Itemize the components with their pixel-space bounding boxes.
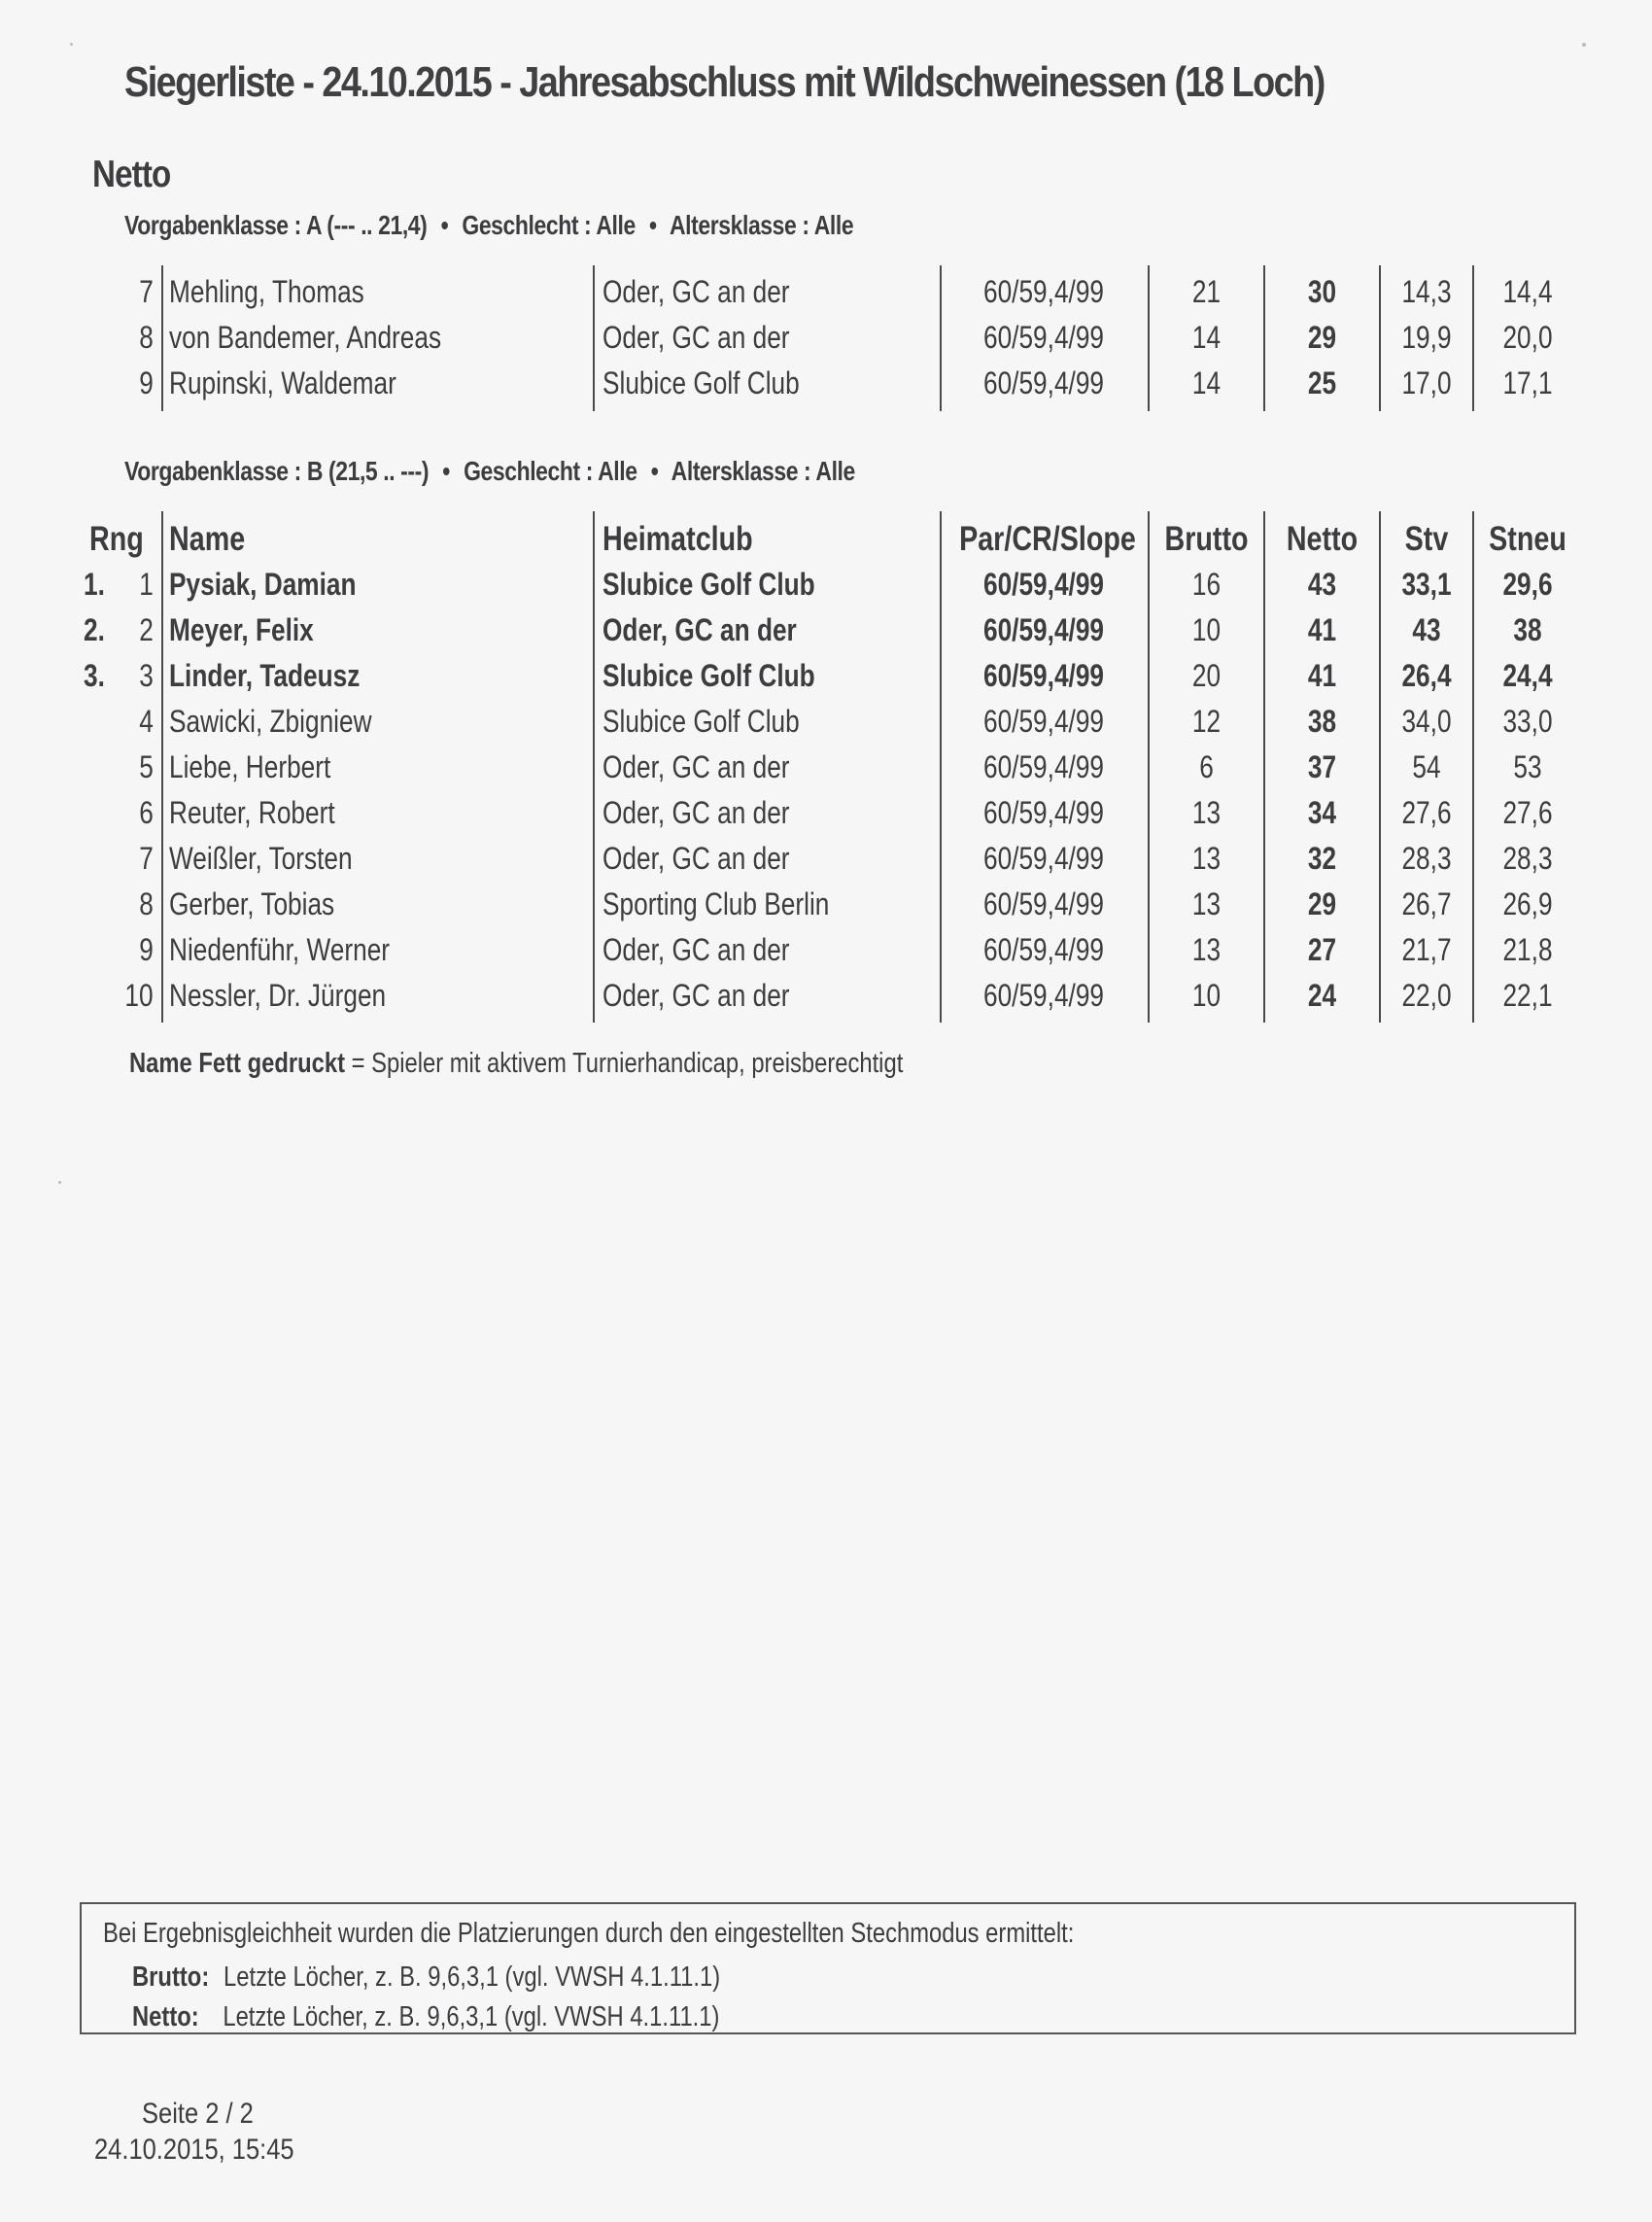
netto-cell: 41 bbox=[1307, 612, 1337, 647]
table-row bbox=[0, 608, 1652, 653]
column-divider bbox=[593, 265, 595, 411]
tiebreak-netto-label: Netto: bbox=[132, 2001, 199, 2032]
column-divider bbox=[161, 265, 163, 411]
column-header-stneu: Stneu bbox=[1489, 520, 1566, 558]
netto-cell: 38 bbox=[1307, 704, 1337, 739]
column-header-club: Heimatclub bbox=[602, 520, 753, 558]
club-cell: Sporting Club Berlin bbox=[602, 886, 830, 921]
club-cell: Oder, GC an der bbox=[602, 320, 790, 355]
table-row bbox=[0, 927, 1652, 973]
bullet-separator: • bbox=[650, 456, 659, 486]
netto-cell: 41 bbox=[1307, 658, 1337, 693]
rank-cell: 8 bbox=[139, 886, 154, 921]
name-cell: Linder, Tadeusz bbox=[169, 658, 361, 693]
rank-cell: 3 bbox=[139, 658, 154, 693]
stv-cell: 27,6 bbox=[1401, 795, 1452, 830]
column-header-stv: Stv bbox=[1404, 520, 1449, 558]
brutto-cell: 14 bbox=[1191, 365, 1222, 400]
column-divider bbox=[1263, 511, 1265, 1023]
stv-cell: 26,4 bbox=[1401, 658, 1452, 693]
brutto-cell: 12 bbox=[1191, 704, 1222, 739]
club-cell: Oder, GC an der bbox=[602, 612, 797, 647]
rank-cell: 8 bbox=[139, 320, 154, 355]
alters-value: Alle bbox=[813, 210, 854, 240]
stneu-cell: 14,4 bbox=[1502, 274, 1553, 309]
column-divider bbox=[1472, 265, 1474, 411]
place-cell bbox=[84, 882, 116, 927]
vorgabe-label: Vorgabenklasse : bbox=[124, 210, 301, 240]
stv-cell: 28,3 bbox=[1401, 841, 1452, 876]
table-row bbox=[0, 269, 1652, 315]
table-header-row bbox=[0, 516, 1652, 562]
place-cell bbox=[84, 836, 116, 882]
rank-cell: 6 bbox=[139, 795, 154, 830]
class-b-table bbox=[0, 516, 1652, 1019]
vorgabe-value: B (21,5 .. ---) bbox=[306, 456, 430, 486]
club-cell: Oder, GC an der bbox=[602, 795, 790, 830]
page-number: Seite 2 / 2 bbox=[142, 2098, 254, 2130]
column-divider bbox=[161, 511, 163, 1023]
name-cell: Liebe, Herbert bbox=[169, 749, 331, 784]
name-cell: Gerber, Tobias bbox=[169, 886, 335, 921]
rank-cell: 1 bbox=[139, 567, 154, 602]
brutto-cell: 13 bbox=[1191, 841, 1222, 876]
print-timestamp: 24.10.2015, 15:45 bbox=[94, 2134, 294, 2166]
place-cell bbox=[84, 745, 116, 790]
stv-cell: 19,9 bbox=[1401, 320, 1452, 355]
column-divider bbox=[1379, 511, 1381, 1023]
brutto-cell: 13 bbox=[1191, 932, 1222, 967]
column-divider bbox=[1263, 265, 1265, 411]
column-divider bbox=[1148, 265, 1150, 411]
bold-name-legend bbox=[129, 1048, 903, 1080]
place-cell bbox=[84, 699, 116, 745]
club-cell: Oder, GC an der bbox=[602, 978, 790, 1013]
name-cell: Weißler, Torsten bbox=[169, 841, 353, 876]
geschlecht-value: Alle bbox=[598, 456, 637, 486]
column-divider bbox=[1148, 511, 1150, 1023]
bullet-separator: • bbox=[649, 210, 657, 240]
tiebreak-box bbox=[80, 1902, 1576, 2034]
scan-speck bbox=[58, 1181, 61, 1184]
table-row bbox=[0, 699, 1652, 745]
par-cell: 60/59,4/99 bbox=[982, 749, 1105, 784]
table-row bbox=[0, 882, 1652, 927]
netto-cell: 34 bbox=[1307, 795, 1337, 830]
stneu-cell: 53 bbox=[1513, 749, 1542, 784]
class-b-header bbox=[124, 456, 855, 487]
place-cell bbox=[84, 361, 116, 406]
name-cell: Sawicki, Zbigniew bbox=[169, 704, 372, 739]
netto-cell: 24 bbox=[1307, 978, 1337, 1013]
column-divider bbox=[940, 265, 942, 411]
club-cell: Oder, GC an der bbox=[602, 932, 790, 967]
column-header-brutto: Brutto bbox=[1164, 520, 1249, 558]
tiebreak-brutto-text: Letzte Löcher, z. B. 9,6,3,1 (vgl. VWSH 4.1.11.1) bbox=[224, 1962, 721, 1993]
bullet-separator: • bbox=[442, 456, 450, 486]
brutto-cell: 10 bbox=[1191, 978, 1222, 1013]
club-cell: Slubice Golf Club bbox=[602, 365, 800, 400]
netto-cell: 43 bbox=[1307, 567, 1337, 602]
geschlecht-label: Geschlecht : bbox=[462, 210, 592, 240]
name-cell: Niedenführ, Werner bbox=[169, 932, 391, 967]
rank-cell: 7 bbox=[139, 841, 154, 876]
table-row bbox=[0, 361, 1652, 406]
bullet-separator: • bbox=[440, 210, 449, 240]
par-cell: 60/59,4/99 bbox=[982, 704, 1105, 739]
vorgabe-label: Vorgabenklasse : bbox=[124, 456, 301, 486]
place-cell: 3. bbox=[84, 658, 105, 693]
section-title: Netto bbox=[92, 154, 171, 195]
tiebreak-brutto bbox=[132, 1962, 720, 1994]
column-header-name: Name bbox=[169, 520, 246, 558]
stneu-cell: 17,1 bbox=[1502, 365, 1553, 400]
vorgabe-value: A (--- .. 21,4) bbox=[305, 210, 428, 240]
table-row bbox=[0, 562, 1652, 608]
column-header-par: Par/CR/Slope bbox=[959, 520, 1136, 558]
rank-cell: 9 bbox=[139, 932, 154, 967]
netto-cell: 37 bbox=[1307, 749, 1337, 784]
par-cell: 60/59,4/99 bbox=[982, 320, 1105, 355]
name-cell: von Bandemer, Andreas bbox=[169, 320, 442, 355]
rank-cell: 10 bbox=[124, 978, 154, 1013]
netto-cell: 29 bbox=[1307, 320, 1337, 355]
column-divider bbox=[1379, 265, 1381, 411]
rank-cell: 9 bbox=[139, 365, 154, 400]
rank-cell: 5 bbox=[139, 749, 154, 784]
par-cell: 60/59,4/99 bbox=[982, 932, 1105, 967]
brutto-cell: 14 bbox=[1191, 320, 1222, 355]
netto-cell: 29 bbox=[1307, 886, 1337, 921]
name-cell: Rupinski, Waldemar bbox=[169, 365, 396, 400]
place-cell bbox=[84, 315, 116, 361]
rank-cell: 2 bbox=[139, 612, 154, 647]
club-cell: Slubice Golf Club bbox=[602, 704, 800, 739]
legend-bold-text: Name Fett gedruckt bbox=[129, 1048, 346, 1079]
scan-speck bbox=[70, 43, 73, 46]
par-cell: 60/59,4/99 bbox=[982, 795, 1105, 830]
alters-value: Alle bbox=[815, 456, 855, 486]
stv-cell: 34,0 bbox=[1401, 704, 1452, 739]
stneu-cell: 28,3 bbox=[1502, 841, 1553, 876]
stneu-cell: 29,6 bbox=[1502, 567, 1553, 602]
par-cell: 60/59,4/99 bbox=[982, 274, 1105, 309]
place-cell: 1. bbox=[84, 567, 105, 602]
stv-cell: 54 bbox=[1412, 749, 1441, 784]
stneu-cell: 33,0 bbox=[1502, 704, 1553, 739]
par-cell: 60/59,4/99 bbox=[982, 612, 1105, 647]
stv-cell: 17,0 bbox=[1401, 365, 1452, 400]
netto-cell: 27 bbox=[1307, 932, 1337, 967]
brutto-cell: 13 bbox=[1191, 886, 1222, 921]
par-cell: 60/59,4/99 bbox=[982, 841, 1105, 876]
geschlecht-value: Alle bbox=[596, 210, 636, 240]
place-cell bbox=[84, 927, 116, 973]
tiebreak-brutto-label: Brutto: bbox=[132, 1962, 210, 1993]
place-cell bbox=[84, 269, 116, 315]
alters-label: Altersklasse : bbox=[671, 456, 811, 486]
club-cell: Oder, GC an der bbox=[602, 841, 790, 876]
stv-cell: 14,3 bbox=[1401, 274, 1452, 309]
club-cell: Slubice Golf Club bbox=[602, 658, 815, 693]
brutto-cell: 10 bbox=[1191, 612, 1222, 647]
brutto-cell: 13 bbox=[1191, 795, 1222, 830]
column-divider bbox=[940, 511, 942, 1023]
netto-cell: 25 bbox=[1307, 365, 1337, 400]
netto-cell: 32 bbox=[1307, 841, 1337, 876]
par-cell: 60/59,4/99 bbox=[982, 365, 1105, 400]
place-cell bbox=[84, 790, 116, 836]
stneu-cell: 20,0 bbox=[1502, 320, 1553, 355]
stneu-cell: 27,6 bbox=[1502, 795, 1553, 830]
stneu-cell: 24,4 bbox=[1502, 658, 1553, 693]
netto-cell: 30 bbox=[1307, 274, 1337, 309]
stneu-cell: 38 bbox=[1513, 612, 1542, 647]
club-cell: Oder, GC an der bbox=[602, 274, 790, 309]
alters-label: Altersklasse : bbox=[669, 210, 809, 240]
brutto-cell: 21 bbox=[1191, 274, 1222, 309]
name-cell: Nessler, Dr. Jürgen bbox=[169, 978, 387, 1013]
stneu-cell: 26,9 bbox=[1502, 886, 1553, 921]
table-row bbox=[0, 836, 1652, 882]
par-cell: 60/59,4/99 bbox=[982, 567, 1105, 602]
name-cell: Reuter, Robert bbox=[169, 795, 335, 830]
name-cell: Mehling, Thomas bbox=[169, 274, 364, 309]
table-row bbox=[0, 745, 1652, 790]
scan-speck bbox=[1582, 43, 1586, 47]
tiebreak-netto bbox=[132, 2001, 719, 2033]
club-cell: Oder, GC an der bbox=[602, 749, 790, 784]
page-title: Siegerliste - 24.10.2015 - Jahresabschluss mit Wildschweinessen (18 Loch) bbox=[124, 58, 1325, 106]
column-header-rng: Rng bbox=[89, 520, 144, 558]
rank-cell: 7 bbox=[139, 274, 154, 309]
table-row bbox=[0, 315, 1652, 361]
name-cell: Pysiak, Damian bbox=[169, 567, 357, 602]
tiebreak-intro: Bei Ergebnisgleichheit wurden die Platzierungen durch den eingestellten Stechmodus ermittelt: bbox=[103, 1918, 1075, 1949]
class-a-table bbox=[0, 269, 1652, 406]
column-divider bbox=[593, 511, 595, 1023]
column-header-netto: Netto bbox=[1286, 520, 1359, 558]
place-cell: 2. bbox=[84, 612, 105, 647]
stv-cell: 21,7 bbox=[1401, 932, 1452, 967]
place-cell bbox=[84, 973, 116, 1019]
column-divider bbox=[1472, 511, 1474, 1023]
brutto-cell: 6 bbox=[1199, 749, 1214, 784]
par-cell: 60/59,4/99 bbox=[982, 886, 1105, 921]
par-cell: 60/59,4/99 bbox=[982, 978, 1105, 1013]
legend-text: = Spieler mit aktivem Turnierhandicap, preisberechtigt bbox=[345, 1048, 904, 1079]
rank-cell: 4 bbox=[139, 704, 154, 739]
stv-cell: 26,7 bbox=[1401, 886, 1452, 921]
name-cell: Meyer, Felix bbox=[169, 612, 314, 647]
stneu-cell: 22,1 bbox=[1502, 978, 1553, 1013]
table-row bbox=[0, 973, 1652, 1019]
brutto-cell: 20 bbox=[1191, 658, 1222, 693]
class-a-header bbox=[124, 210, 853, 241]
geschlecht-label: Geschlecht : bbox=[464, 456, 593, 486]
brutto-cell: 16 bbox=[1191, 567, 1222, 602]
stv-cell: 43 bbox=[1412, 612, 1441, 647]
stneu-cell: 21,8 bbox=[1502, 932, 1553, 967]
table-row bbox=[0, 790, 1652, 836]
stv-cell: 22,0 bbox=[1401, 978, 1452, 1013]
stv-cell: 33,1 bbox=[1401, 567, 1452, 602]
tiebreak-netto-text: Letzte Löcher, z. B. 9,6,3,1 (vgl. VWSH 4.1.11.1) bbox=[223, 2001, 720, 2032]
club-cell: Slubice Golf Club bbox=[602, 567, 815, 602]
par-cell: 60/59,4/99 bbox=[982, 658, 1105, 693]
table-row bbox=[0, 653, 1652, 699]
